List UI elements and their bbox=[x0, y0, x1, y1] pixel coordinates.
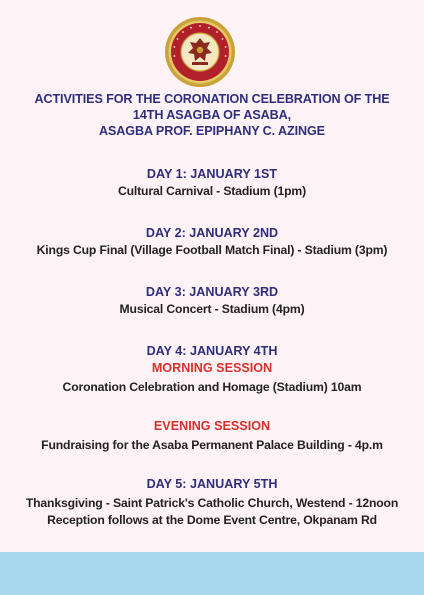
day-5-heading: DAY 5: JANUARY 5TH bbox=[146, 477, 278, 491]
day-5-event-1: Thanksgiving - Saint Patrick's Catholic Church, Westend - 12noon bbox=[25, 496, 399, 510]
footer-band bbox=[0, 552, 424, 595]
day-2-heading: DAY 2: JANUARY 2ND bbox=[145, 226, 279, 240]
evening-session-section bbox=[0, 418, 424, 454]
day-4-heading: DAY 4: JANUARY 4TH bbox=[146, 344, 278, 358]
day-5-section bbox=[0, 476, 424, 529]
day-3-heading: DAY 3: JANUARY 3RD bbox=[145, 285, 279, 299]
day-3-event: Musical Concert - Stadium (4pm) bbox=[119, 302, 305, 316]
morning-session-event: Coronation Celebration and Homage (Stadium) 10am bbox=[62, 380, 362, 394]
evening-session-heading: EVENING SESSION bbox=[153, 419, 271, 433]
day-1-section bbox=[0, 166, 424, 200]
title-line-3: ASAGBA PROF. EPIPHANY C. AZINGE bbox=[99, 124, 325, 138]
day-3-section bbox=[0, 284, 424, 318]
day-2-section bbox=[0, 225, 424, 259]
day-5-event-2: Reception follows at the Dome Event Centre, Okpanam Rd bbox=[47, 513, 377, 527]
palace-seal-logo bbox=[164, 16, 236, 88]
day-2-event: Kings Cup Final (Village Football Match Final) - Stadium (3pm) bbox=[36, 243, 388, 257]
day-4-section bbox=[0, 343, 424, 396]
evening-session-event: Fundraising for the Asaba Permanent Palace Building - 4p.m bbox=[41, 438, 383, 452]
day-1-heading: DAY 1: JANUARY 1ST bbox=[146, 167, 278, 181]
page-title bbox=[0, 91, 424, 139]
morning-session-heading: MORNING SESSION bbox=[151, 361, 273, 375]
title-line-2: 14TH ASAGBA OF ASABA, bbox=[132, 108, 292, 122]
title-line-1: ACTIVITIES FOR THE CORONATION CELEBRATION OF THE bbox=[34, 92, 390, 106]
day-1-event: Cultural Carnival - Stadium (1pm) bbox=[117, 184, 307, 198]
